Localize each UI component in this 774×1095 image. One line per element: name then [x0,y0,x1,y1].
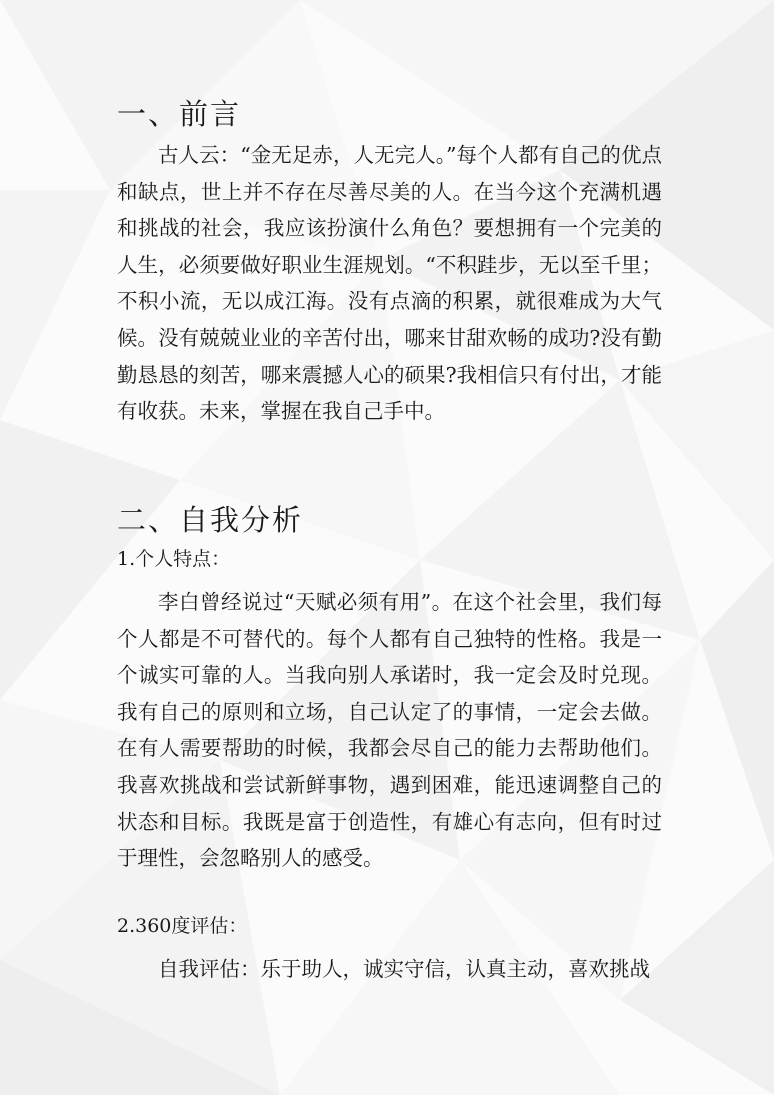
subheading-personal-traits: 1.个人特点： [117,548,231,570]
section-heading-preface: 一、前言 [117,97,242,131]
preface-paragraph: 古人云：“金无足赤，人无完人。”每个人都有自己的优点和缺点，世上并不存在尽善尽美的人。在当今这个充满机遇和挑战的社会，我应该扮演什么角色？要想拥有一个完美的人生，必须要做好职业生涯规划。“不积跬步，无以至千里；不积小流，无以成江海。没有点滴的积累，就很难成为大气候。没有兢兢业业的辛苦付出，哪来甘甜欢畅的成功?没有勤勤恳恳的刻苦，哪来震撼人心的硕果?我相信只有付出，才能有收获。未来，掌握在我自己手中。 [117,143,662,424]
subheading-360-evaluation: 2.360度评估： [117,915,248,937]
personal-traits-paragraph: 李白曾经说过“天赋必须有用”。在这个社会里，我们每个人都是不可替代的。每个人都有自己独特的性格。我是一个诚实可靠的人。当我向别人承诺时，我一定会及时兑现。我有自己的原则和立场，自己认定了的事情，一定会去做。在有人需要帮助的时候，我都会尽自己的能力去帮助他们。我喜欢挑战和尝试新鲜事物，遇到困难，能迅速调整自己的状态和目标。我既是富于创造性，有雄心有志向，但有时过于理性，会忽略别人的感受。 [117,590,662,871]
self-evaluation-paragraph: 自我评估：乐于助人，诚实守信，认真主动，喜欢挑战 [158,957,650,981]
section-heading-self-analysis: 二、自我分析 [117,503,304,537]
